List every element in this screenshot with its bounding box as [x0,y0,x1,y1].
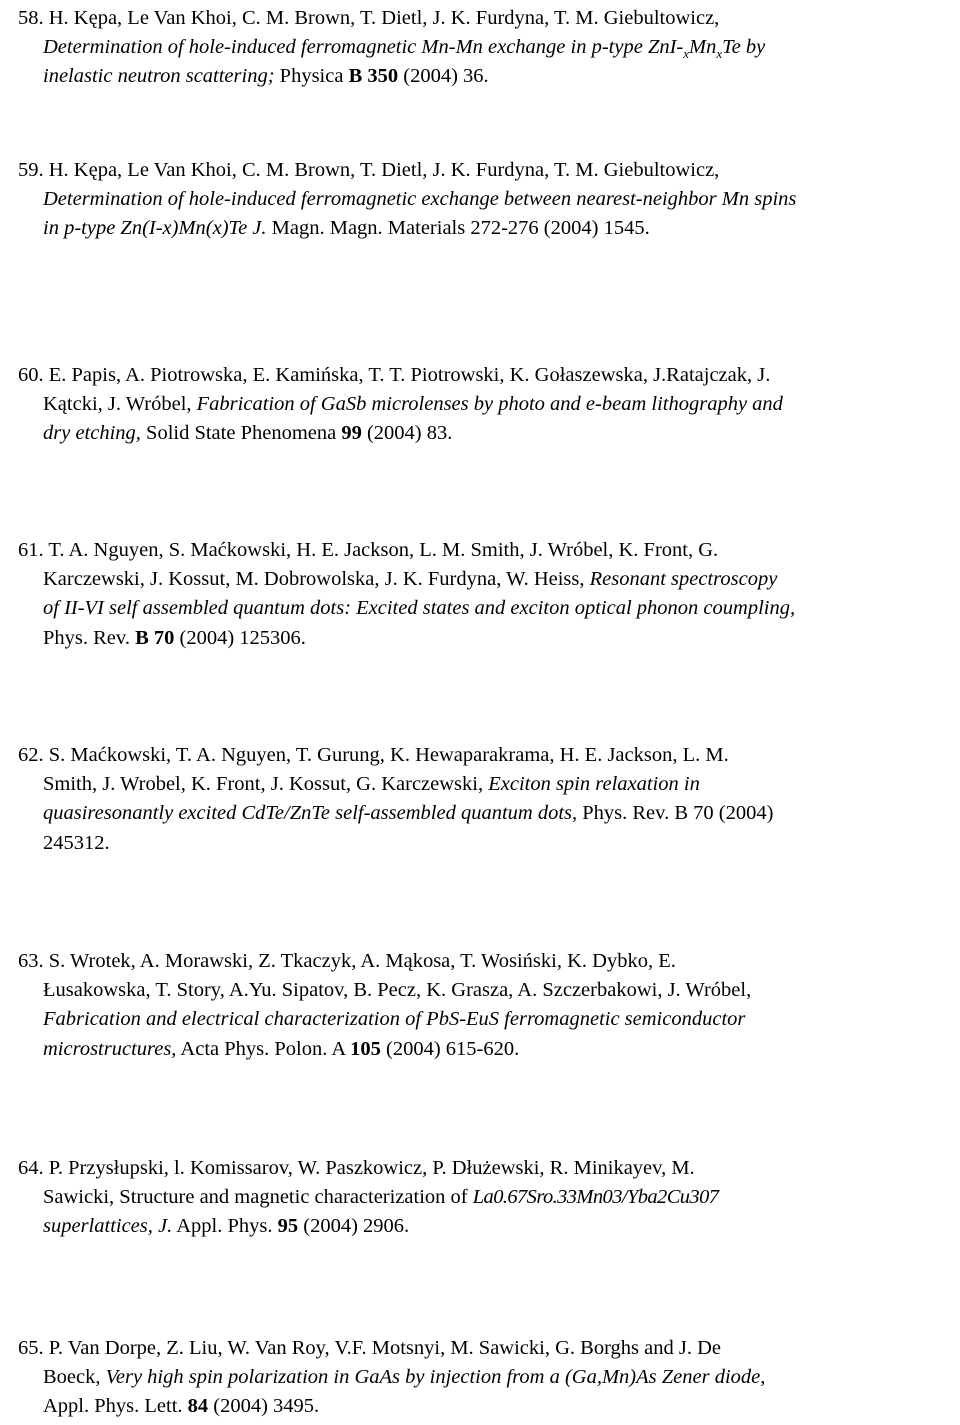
reference-text-segment: 95 [277,1215,299,1238]
reference-text-segment: (2004) 615-620. [380,1037,520,1060]
reference-continuation-line [43,184,796,214]
reference-first-line [18,740,729,770]
reference-text-segment: dry etching, [43,422,141,445]
reference-continuation-line [43,1034,519,1064]
reference-text-segment: in p-type Zn(I-x)Mn(x)Te J. [43,217,267,240]
reference-text-segment: Appl. Phys. Lett. [43,1395,188,1418]
reference-text-segment: Te by [722,36,766,59]
reference-text-segment: Smith, J. Wrobel, K. Front, J. Kossut, G. Karczewski, [43,773,489,796]
reference-text-segment: 60. E. Papis, A. Piotrowska, E. Kamińska, T. T. Piotrowski, K. Gołaszewska, J.Ratajczak, J. [18,364,771,386]
reference-continuation-line [43,593,795,623]
reference-text-segment: 105 [350,1037,381,1060]
reference-text-segment: B 350 [348,65,399,88]
reference-text-segment: quasiresonantly excited CdTe/ZnTe self-assembled quantum dots, [43,802,578,825]
reference-continuation-line [43,1362,765,1392]
reference-text-segment: (2004) 2906. [298,1215,410,1238]
reference-text-segment: (2004) 36. [398,65,489,88]
reference-text-segment: Fabrication of GaSb microlenses by photo and e-beam lithography and [196,393,783,416]
reference-text-segment: Physica [274,65,349,88]
reference-text-segment: 65. P. Van Dorpe, Z. Liu, W. Van Roy, V.F. Motsnyi, M. Sawicki, G. Borghs and J. De [18,1337,721,1359]
reference-continuation-line [43,418,452,448]
reference-text-segment: microstructures, [43,1037,177,1060]
reference-text-segment: Determination of hole-induced ferromagnetic Mn-Mn exchange in p-type ZnI- [43,36,684,59]
reference-text-segment: 62. S. Maćkowski, T. A. Nguyen, T. Gurung, K. Hewaparakrama, H. E. Jackson, L. M. [18,744,729,766]
reference-text-segment: (2004) 125306. [174,626,306,649]
reference-text-segment: 64. P. Przysłupski, l. Komissarov, W. Paszkowicz, P. Dłużewski, R. Minikayev, M. [18,1157,695,1179]
reference-text-segment: B 70 [135,626,175,649]
reference-text-segment: Boeck, [43,1366,106,1389]
reference-first-line [18,155,719,185]
reference-text-segment: Determination of hole-induced ferromagnetic exchange between nearest-neighbor Mn spins [43,188,797,211]
reference-continuation-line [43,564,777,594]
reference-first-line [18,360,770,390]
reference-first-line [18,946,676,976]
reference-continuation-line [43,623,306,653]
reference-text-segment: Magn. Magn. Materials 272-276 (2004) 1545. [266,217,650,240]
reference-text-segment: Mn [689,36,717,59]
reference-text-segment: x [683,46,690,62]
reference-first-line [18,1153,695,1183]
reference-continuation-line [43,32,765,62]
reference-text-segment: 63. S. Wrotek, A. Morawski, Z. Tkaczyk, A. Mąkosa, T. Wosiński, K. Dybko, E. [18,950,676,972]
reference-continuation-line [43,975,751,1005]
reference-continuation-line [43,798,773,828]
reference-continuation-line [43,61,489,91]
reference-continuation-line [43,389,783,419]
reference-text-segment: Phys. Rev. [43,626,136,649]
reference-text-segment: Very high spin polarization in GaAs by injection from a (Ga,Mn)As Zener diode, [105,1366,766,1389]
reference-text-segment: Karczewski, J. Kossut, M. Dobrowolska, J. K. Furdyna, W. Heiss, [43,568,590,591]
reference-text-segment: Appl. Phys. [172,1215,278,1238]
reference-text-segment: 84 [187,1395,209,1418]
reference-continuation-line [43,213,650,243]
reference-text-segment: 245312. [43,831,110,854]
reference-text-segment: La0.67Sro.33Mn03/Yba2Cu307 [472,1186,719,1209]
reference-text-segment: superlattices, J. [43,1215,173,1238]
reference-first-line [18,3,719,33]
reference-text-segment: 58. H. Kępa, Le Van Khoi, C. M. Brown, T. Dietl, J. K. Furdyna, T. M. Giebultowicz, [18,7,720,29]
reference-text-segment: 61. T. A. Nguyen, S. Maćkowski, H. E. Jackson, L. M. Smith, J. Wróbel, K. Front, G. [18,539,719,561]
reference-text-segment: Łusakowska, T. Story, A.Yu. Sipatov, B. Pecz, K. Grasza, A. Szczerbakowi, J. Wróbel, [43,979,752,1002]
reference-text-segment: Resonant spectroscopy [589,568,778,591]
reference-text-segment: (2004) 83. [361,422,453,445]
reference-text-segment: Solid State Phenomena [140,422,342,445]
reference-text-segment: inelastic neutron scattering; [43,65,275,88]
reference-text-segment: Acta Phys. Polon. A [176,1037,351,1060]
reference-text-segment: 99 [341,422,362,445]
reference-text-segment: Exciton spin relaxation in [488,773,700,796]
reference-continuation-line [43,1211,409,1241]
reference-text-segment: (2004) 3495. [208,1395,320,1418]
reference-text-segment: x [716,46,723,62]
reference-continuation-line [43,1182,718,1212]
reference-text-segment: of II-VI self assembled quantum dots: Excited states and exciton optical phonon coumpling, [43,597,796,620]
reference-text-segment: Phys. Rev. B 70 (2004) [577,802,774,825]
reference-first-line [18,1333,721,1363]
reference-text-segment: 59. H. Kępa, Le Van Khoi, C. M. Brown, T. Dietl, J. K. Furdyna, T. M. Giebultowicz, [18,159,720,181]
reference-continuation-line [43,1391,319,1421]
reference-text-segment: Sawicki, Structure and magnetic characterization of [43,1186,473,1209]
reference-first-line [18,535,718,565]
reference-text-segment: Kątcki, J. Wróbel, [43,393,197,416]
reference-text-segment: Fabrication and electrical characterization of PbS-EuS ferromagnetic semiconductor [43,1008,746,1031]
reference-continuation-line [43,828,110,858]
reference-continuation-line [43,769,700,799]
reference-continuation-line [43,1004,745,1034]
